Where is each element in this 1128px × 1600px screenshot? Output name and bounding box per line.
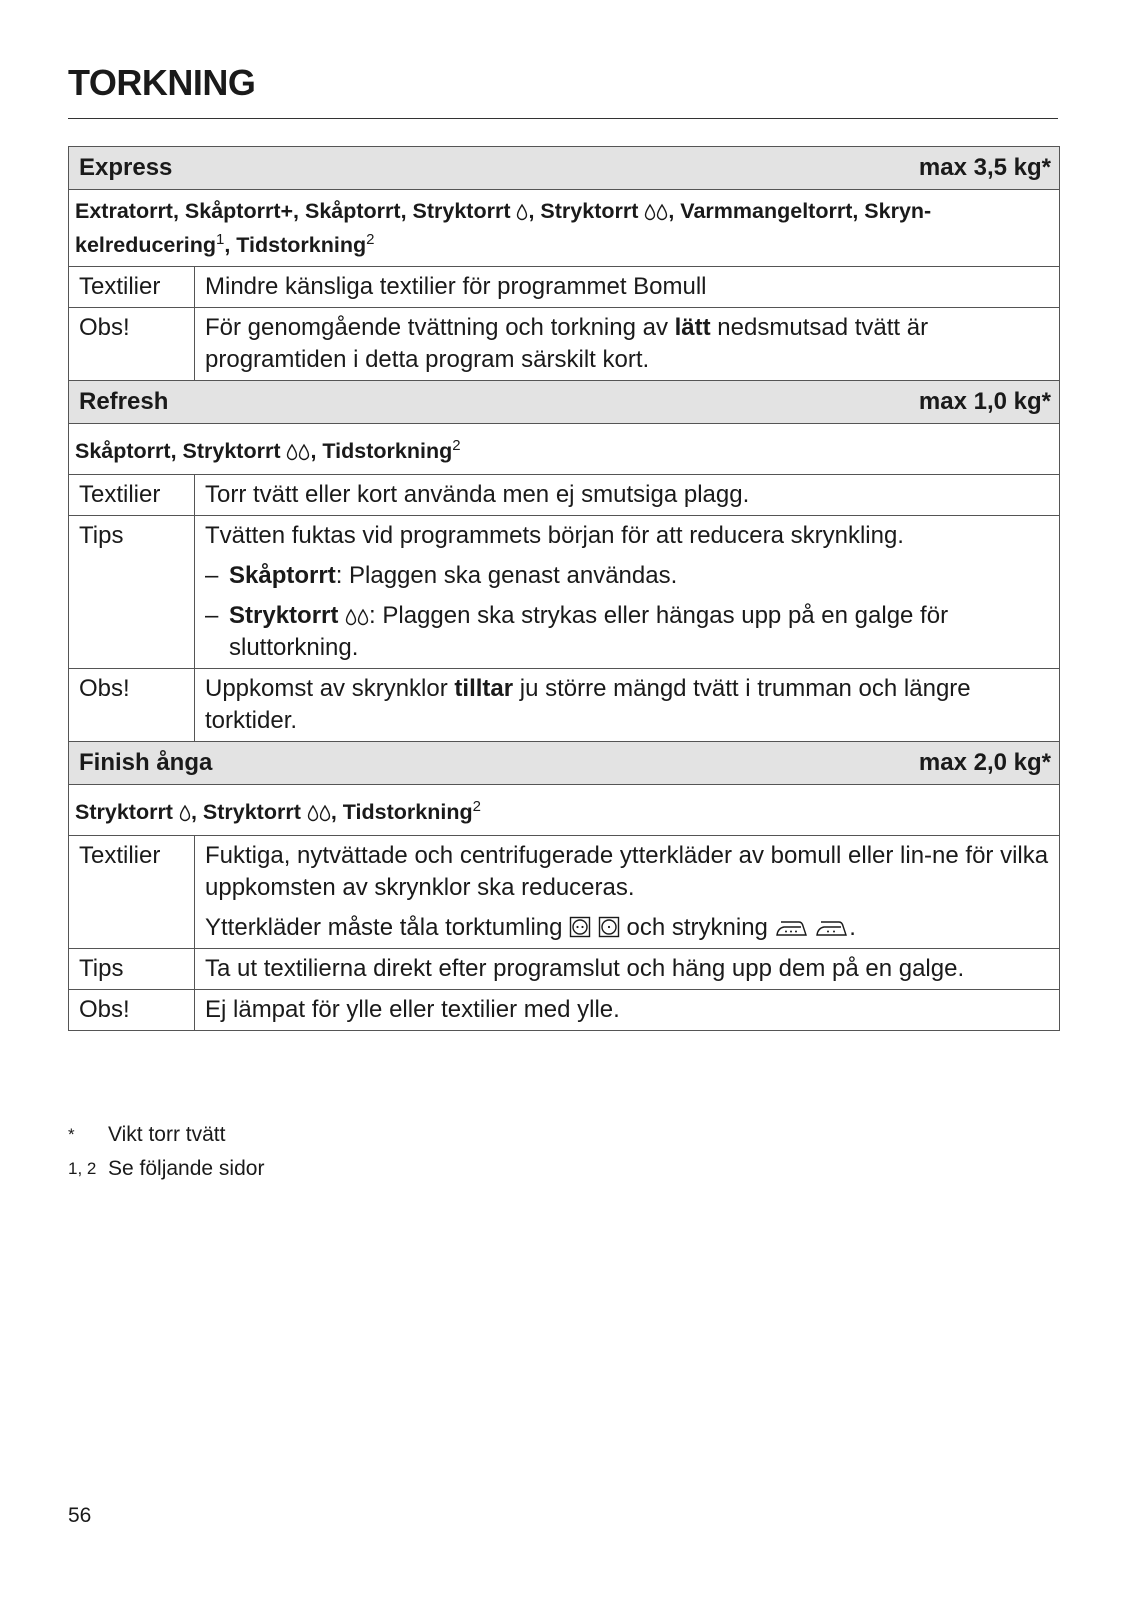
program-modes-finish-anga (69, 785, 1060, 836)
row-content: Ej lämpat för ylle eller textilier med ylle. (195, 990, 1060, 1031)
modes-text: , Stryktorrt (190, 800, 307, 824)
single-drop-icon (516, 203, 528, 221)
bullet-bold: Stryktorrt (229, 602, 339, 629)
modes-text: Extratorrt, Skåptorrt+, Skåptorrt, Stryktorrt (75, 199, 517, 223)
text-part: För genomgående tvättning och torkning av (205, 314, 675, 341)
emphasis-text: lätt (674, 314, 711, 341)
program-row (69, 475, 1060, 516)
double-drop-icon (286, 443, 310, 461)
footnote-text: Vikt torr tvätt (108, 1123, 226, 1146)
footnote-ref: 2 (366, 230, 375, 248)
row-label: Obs! (69, 990, 195, 1031)
bullet-item (205, 560, 1049, 592)
modes-text: Skåptorrt, Stryktorrt (75, 439, 287, 463)
modes-text: Stryktorrt (75, 800, 179, 824)
program-row (69, 516, 1060, 669)
bullet-item (205, 600, 1049, 664)
text-part: och strykning (619, 914, 775, 941)
program-header-express (69, 147, 1060, 190)
emphasis-text: tilltar (454, 675, 514, 702)
text-part: ju större mängd tvätt i trumman och längre torktider. (205, 675, 971, 734)
program-row (69, 949, 1060, 990)
row-content (195, 669, 1060, 742)
bullet-text: : Plaggen ska strykas eller hängas upp på en galge för sluttorkning. (229, 602, 949, 661)
row-label: Tips (69, 949, 195, 990)
modes-text: , Varmmangeltorrt, Skryn-kelreducering (75, 199, 932, 257)
iron-icon (815, 916, 849, 938)
modes-text: , Tidstorkning (310, 439, 453, 463)
row-label: Textilier (69, 267, 195, 308)
modes-text: , Stryktorrt (528, 199, 645, 223)
program-row (69, 990, 1060, 1031)
program-row (69, 267, 1060, 308)
program-name: Express (79, 154, 173, 181)
footnote-text: Se följande sidor (108, 1157, 265, 1180)
program-max-load: max 2,0 kg* (918, 749, 1051, 776)
row-label: Textilier (69, 836, 195, 949)
tumble-dry-icon (569, 916, 591, 938)
text-part: . (849, 914, 856, 941)
footnote-ref: 2 (452, 436, 461, 454)
program-header-finish-anga (69, 742, 1060, 785)
programs-table (68, 146, 1060, 1031)
double-drop-icon (307, 804, 331, 822)
program-row (69, 669, 1060, 742)
program-modes-refresh (69, 424, 1060, 475)
footnote-mark: 1, 2 (68, 1159, 97, 1178)
program-name: Refresh (79, 388, 169, 415)
modes-text: , Tidstorkning (224, 233, 367, 257)
double-drop-icon (644, 203, 668, 221)
row-content: Mindre känsliga textilier för programmet Bomull (195, 267, 1060, 308)
program-max-load: max 3,5 kg* (918, 154, 1051, 181)
page-number: 56 (68, 1504, 92, 1527)
row-label: Textilier (69, 475, 195, 516)
footnote (68, 1118, 264, 1152)
program-header-refresh (69, 381, 1060, 424)
text-part: nedsmutsad tvätt är programtiden i detta program särskilt kort. (205, 314, 929, 373)
row-content: Ta ut textilierna direkt efter programslut och häng upp dem på en galge. (195, 949, 1060, 990)
double-drop-icon (345, 608, 369, 626)
row-label: Obs! (69, 308, 195, 381)
row-content (195, 836, 1060, 949)
footnote-mark: * (68, 1125, 75, 1144)
footnote-ref: 1 (216, 230, 225, 248)
footnote-ref: 2 (472, 797, 481, 815)
row-content (195, 308, 1060, 381)
row-content: Torr tvätt eller kort använda men ej smutsiga plagg. (195, 475, 1060, 516)
footnotes (68, 1118, 264, 1186)
tips-text: Tvätten fuktas vid programmets början för att reducera skrynkling. (205, 522, 904, 549)
row-label: Obs! (69, 669, 195, 742)
row-label: Tips (69, 516, 195, 669)
textile-text: Fuktiga, nytvättade och centrifugerade ytterkläder av bomull eller lin-ne för vilka uppkomsten av skrynklor ska reduceras. (205, 842, 1049, 901)
program-name: Finish ånga (79, 749, 213, 776)
bullet-dash: – (205, 562, 219, 589)
program-modes-express (69, 190, 1060, 267)
page-title: TORKNING (68, 62, 256, 103)
program-row (69, 308, 1060, 381)
text-part: Ytterkläder måste tåla torktumling (205, 914, 570, 941)
bullet-text: : Plaggen ska genast användas. (335, 562, 678, 589)
bullet-bold: Skåptorrt (229, 562, 336, 589)
program-row (69, 836, 1060, 949)
iron-icon (775, 916, 809, 938)
row-content (195, 516, 1060, 669)
care-requirements (205, 912, 1049, 944)
modes-text: , Tidstorkning (330, 800, 473, 824)
text-part: Uppkomst av skrynklor (205, 675, 455, 702)
tumble-dry-icon (598, 916, 620, 938)
single-drop-icon (179, 804, 191, 822)
footnote (68, 1152, 264, 1186)
bullet-dash: – (205, 602, 219, 629)
title-divider (68, 118, 1058, 119)
program-max-load: max 1,0 kg* (918, 388, 1051, 415)
